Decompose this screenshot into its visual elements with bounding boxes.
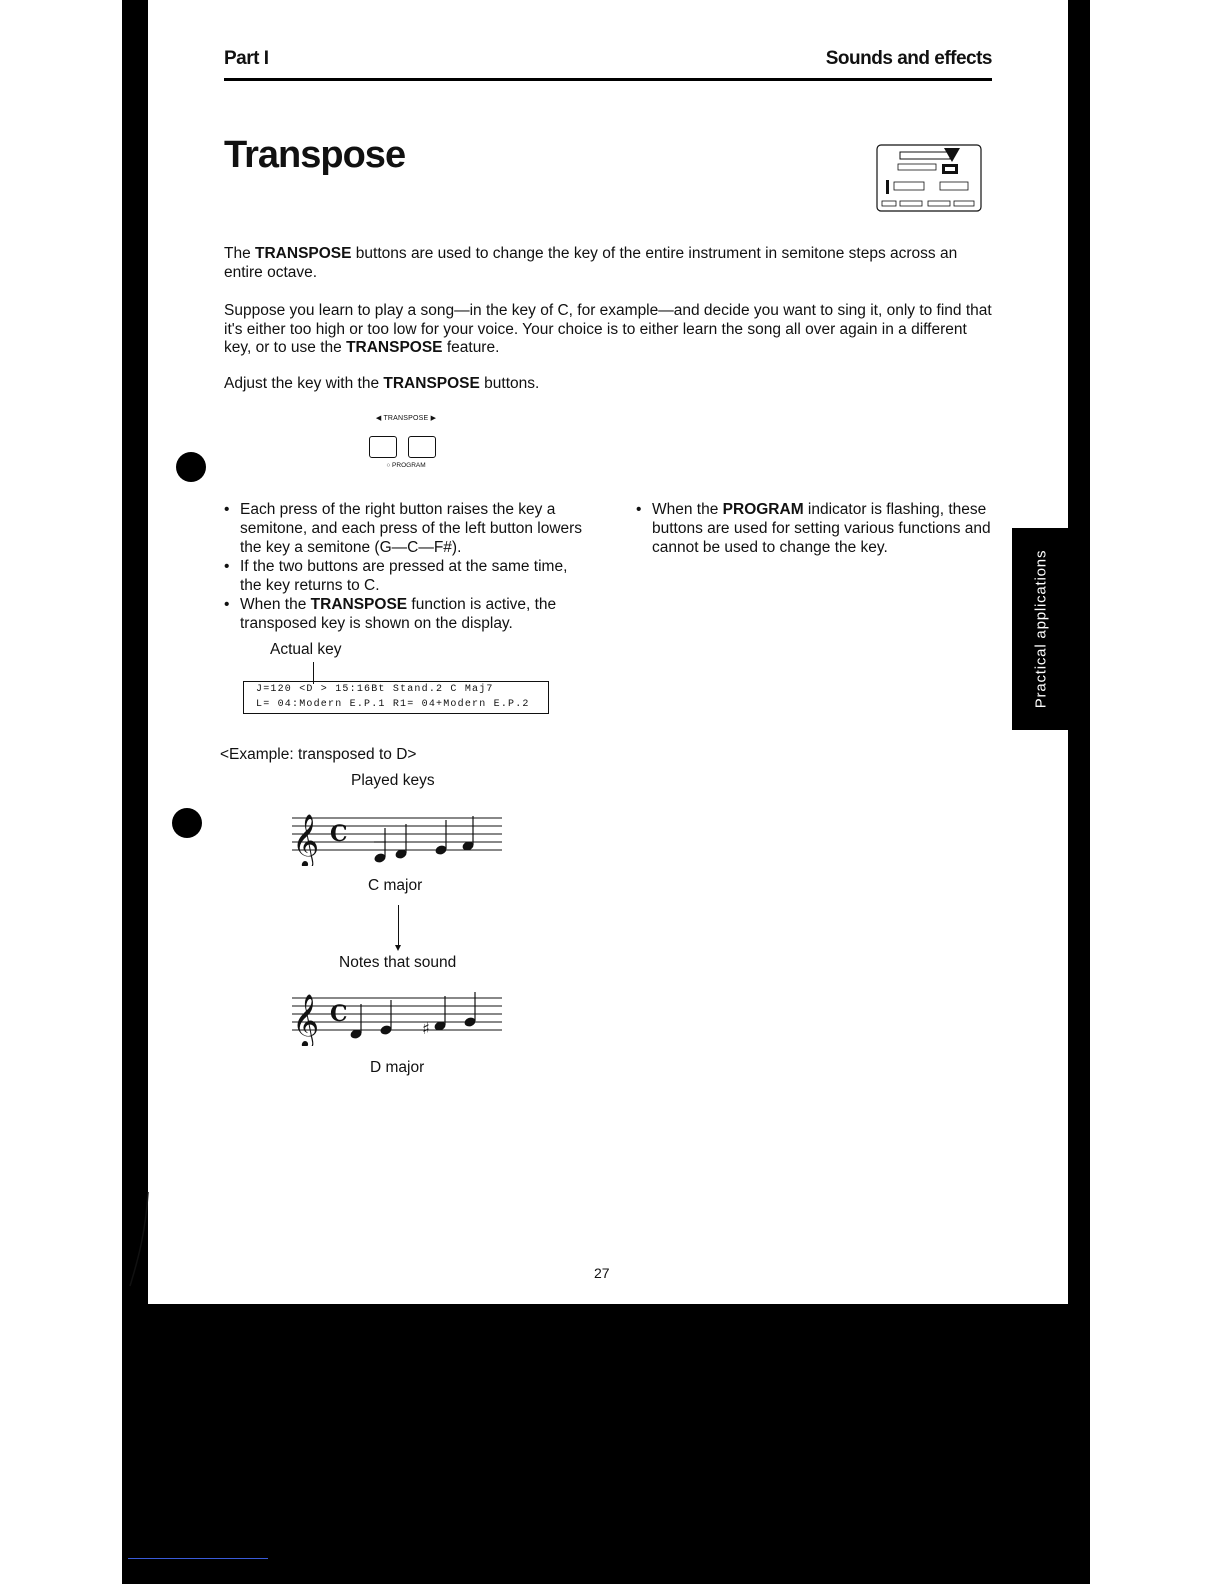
header-section: Sounds and effects: [825, 48, 992, 69]
svg-text:C: C: [330, 1001, 348, 1027]
bullet-item: • Each press of the right button raises the key a semitone, and each press of the left button lowers the key a semitone (G—C—F#).: [224, 500, 584, 557]
d-major-label: D major: [370, 1059, 425, 1076]
notes-that-sound-label: Notes that sound: [339, 954, 457, 971]
staff-c-major: [286, 806, 506, 866]
bullet-item: • If the two buttons are pressed at the same time, the key returns to C.: [224, 557, 584, 595]
header-rule: [224, 78, 992, 81]
explanation-paragraph: Suppose you learn to play a song—in the key of C, for example—and decide you want to sing it, only to find that it's either too high or too low for your voice. Your choice is to either learn the song all over again in a different key, or to use the TRANSPOSE feature.: [224, 302, 992, 356]
example-heading: <Example: transposed to D>: [220, 746, 417, 763]
actual-key-caption: Actual key: [270, 641, 342, 658]
header-part: Part I: [224, 48, 269, 69]
page-edge: [146, 0, 148, 1304]
transpose-label: ◀ TRANSPOSE ▶: [375, 415, 437, 422]
lcd-line-1: J=120 <D > 15:16Bt Stand.2 C Maj7: [256, 684, 494, 695]
svg-text:C: C: [330, 821, 348, 847]
program-indicator: ○ PROGRAM: [386, 462, 426, 469]
punch-hole: [172, 808, 202, 838]
transpose-down-button: [369, 436, 397, 458]
page-number: 27: [594, 1265, 610, 1281]
c-major-label: C major: [368, 877, 423, 894]
bullet-list-left: [224, 500, 584, 633]
scan-margin: [0, 0, 122, 1584]
svg-text:♯: ♯: [422, 1019, 430, 1038]
bullet-item: • When the TRANSPOSE function is active, the transposed key is shown on the display.: [224, 595, 584, 633]
treble-clef-icon: 𝄞: [292, 813, 320, 866]
lcd-display: [243, 681, 549, 714]
page-title: Transpose: [224, 134, 406, 176]
played-keys-label: Played keys: [351, 772, 435, 789]
punch-hole: [176, 452, 206, 482]
transpose-buttons-figure: [366, 414, 446, 474]
keyboard-panel-icon: [876, 144, 982, 212]
instruction-paragraph: Adjust the key with the TRANSPOSE buttons.: [224, 375, 540, 392]
intro-paragraph: The TRANSPOSE buttons are used to change the key of the entire instrument in semitone steps across an entire octave.: [224, 245, 958, 281]
side-tab: [1012, 528, 1070, 730]
scan-blue-line: [128, 1558, 268, 1559]
staff-d-major: [286, 986, 506, 1046]
treble-clef-icon: 𝄞: [292, 993, 320, 1046]
bullet-list-right: [636, 500, 992, 557]
bullet-item: • When the PROGRAM indicator is flashing, these buttons are used for setting various functions and cannot be used to change the key.: [636, 500, 992, 557]
side-tab-label: Practical applications: [1032, 549, 1050, 709]
transpose-up-button: [408, 436, 436, 458]
lcd-line-2: L= 04:Modern E.P.1 R1= 04+Modern E.P.2: [256, 699, 530, 710]
scan-mark: [126, 1190, 156, 1290]
arrow-down-icon: [395, 945, 401, 951]
down-arrow: [398, 905, 399, 947]
